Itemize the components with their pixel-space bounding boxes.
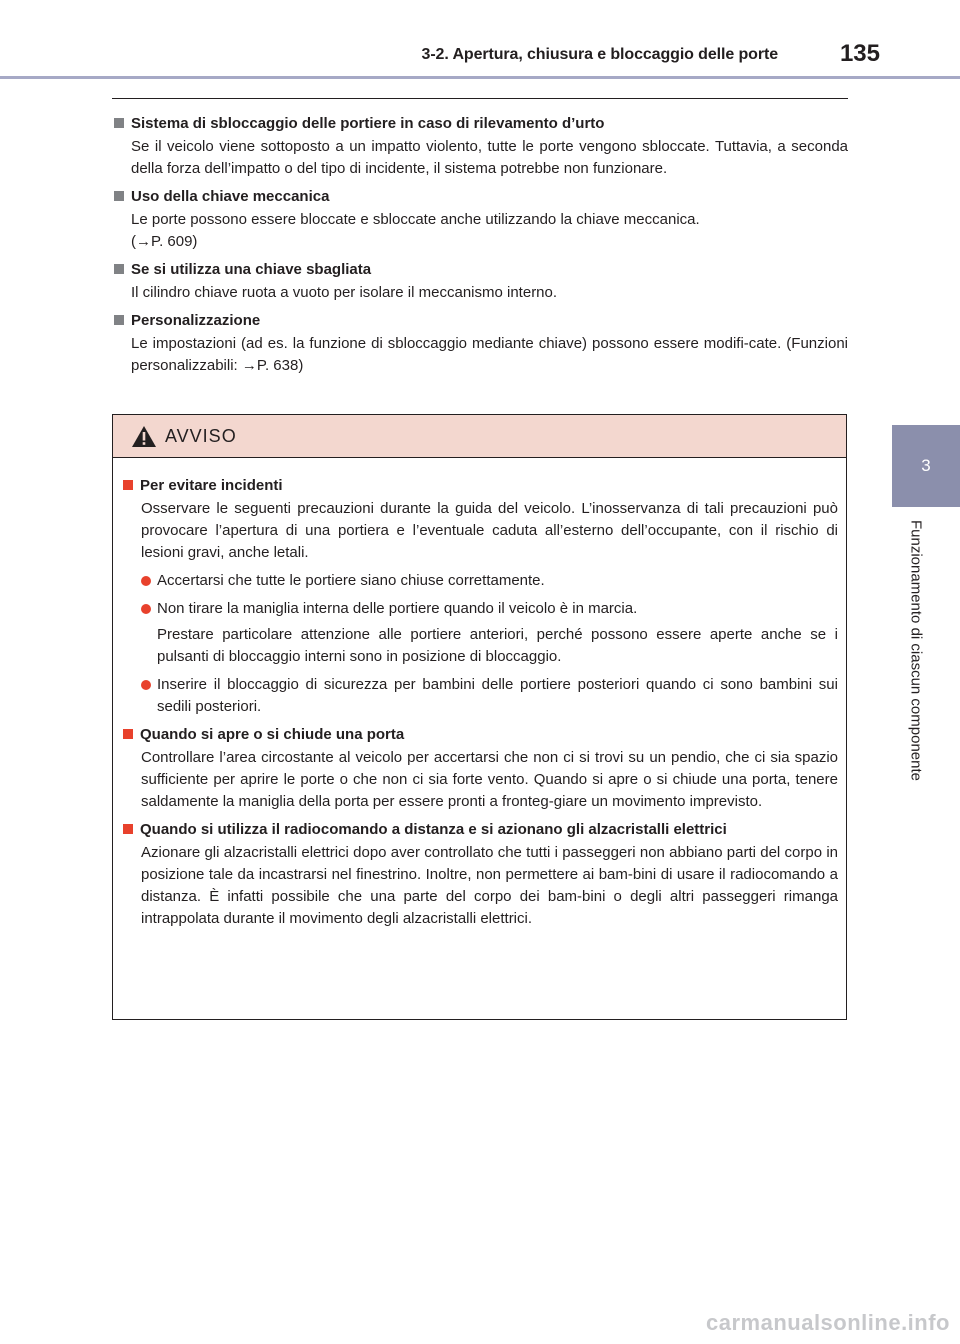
chapter-tab bbox=[892, 425, 960, 507]
section-title: Se si utilizza una chiave sbagliata bbox=[131, 261, 372, 278]
chapter-label: Funzionamento di ciascun componente bbox=[907, 520, 925, 781]
warning-box bbox=[112, 414, 847, 1020]
dot-bullet-icon bbox=[141, 604, 151, 614]
dot-bullet-icon bbox=[141, 680, 151, 690]
section-title: Uso della chiave meccanica bbox=[131, 188, 330, 205]
bullet-text: Inserire il bloccaggio di sicurezza per bambini delle portiere posteriori quando ci sono bambini sui sedili posteriori. bbox=[157, 676, 838, 715]
list-item bbox=[141, 674, 838, 718]
section-title: Sistema di sbloccaggio delle portiere in caso di rilevamento d’urto bbox=[131, 115, 605, 132]
main-content bbox=[112, 113, 848, 383]
section-mechanical-key bbox=[112, 186, 848, 253]
list-item bbox=[141, 598, 838, 620]
bullet-text: Non tirare la maniglia interna delle portiere quando il veicolo è in marcia. bbox=[157, 600, 638, 617]
section-body: Controllare l’area circostante al veicolo per accertarsi che non ci si trovi su un pendio, che ci sia spazio sufficiente per aprire le porte o che non ci sia forte vento. Quando si apre o si chiude una porta, tenere saldamente la maniglia della porta per essere pronti a fronteg-giare un movimento imprevisto. bbox=[141, 749, 838, 810]
section-body: Il cilindro chiave ruota a vuoto per isolare il meccanismo interno. bbox=[131, 284, 558, 301]
warning-section-windows bbox=[121, 819, 838, 930]
thin-rule bbox=[112, 98, 848, 99]
section-body: Le impostazioni (ad es. la funzione di sbloccaggio mediante chiave) possono essere modifi-cate. (Funzioni personalizzabili: →P. 638) bbox=[131, 335, 848, 374]
section-crash-unlock bbox=[112, 113, 848, 180]
section-body: Le porte possono essere bloccate e sbloccate anche utilizzando la chiave meccanica. bbox=[131, 211, 700, 228]
square-bullet-icon bbox=[114, 264, 124, 274]
warning-section-door bbox=[121, 724, 838, 813]
section-title: Quando si apre o si chiude una porta bbox=[140, 726, 405, 743]
bullet-extra: Prestare particolare attenzione alle portiere anteriori, perché possono essere aperte anche se i pulsanti di bloccaggio interni sono in posizione di bloccaggio. bbox=[157, 626, 838, 665]
warning-heading: AVVISO bbox=[165, 425, 237, 446]
bullet-text: Accertarsi che tutte le portiere siano chiuse correttamente. bbox=[157, 572, 545, 589]
section-title: Quando si utilizza il radiocomando a distanza e si azionano gli alzacristalli elettrici bbox=[140, 821, 727, 838]
square-bullet-icon bbox=[114, 118, 124, 128]
section-body: Se il veicolo viene sottoposto a un impatto violento, tutte le porte vengono sbloccate. Tuttavia, a seconda della forza dell’impatto o del tipo di incidente, il sistema potrebbe non funzionare. bbox=[131, 138, 848, 177]
warning-triangle-icon bbox=[131, 425, 157, 448]
square-bullet-icon bbox=[123, 480, 133, 490]
watermark: carmanualsonline.info bbox=[706, 1310, 950, 1335]
section-title: Per evitare incidenti bbox=[140, 477, 283, 494]
square-bullet-icon bbox=[123, 729, 133, 739]
section-wrong-key bbox=[112, 259, 848, 304]
warning-header bbox=[113, 415, 846, 458]
square-bullet-icon bbox=[123, 824, 133, 834]
square-bullet-icon bbox=[114, 315, 124, 325]
header-rule bbox=[0, 76, 960, 79]
header-title: 3-2. Apertura, chiusura e bloccaggio delle porte bbox=[421, 46, 778, 63]
page-number: 135 bbox=[839, 40, 880, 67]
section-body: Azionare gli alzacristalli elettrici dopo aver controllato che tutti i passeggeri non abbiano parti del corpo in posizione tale da incastrarsi nel finestrino. Inoltre, non permettere ai bam-bini di usare il radiocomando a distanza. È infatti possibile che una parte del corpo dei bam-bini o degli altri passeggeri rimanga intrappolata durante il movimento degli alzacristalli elettrici. bbox=[141, 844, 838, 927]
section-customization bbox=[112, 310, 848, 377]
section-title: Personalizzazione bbox=[131, 312, 261, 329]
warning-section-accidents bbox=[121, 475, 838, 718]
warning-content bbox=[113, 458, 846, 930]
dot-bullet-icon bbox=[141, 576, 151, 586]
page-reference: (→P. 609) bbox=[131, 233, 198, 250]
list-item bbox=[141, 570, 838, 592]
square-bullet-icon bbox=[114, 191, 124, 201]
section-body: Osservare le seguenti precauzioni durante la guida del veicolo. L’inosservanza di tali precauzioni può provocare l’apertura di una portiera e l’eventuale caduta all’esterno dell’occupante, con il rischio di lesioni gravi, anche letali. bbox=[141, 500, 838, 561]
chapter-number: 3 bbox=[921, 456, 931, 475]
